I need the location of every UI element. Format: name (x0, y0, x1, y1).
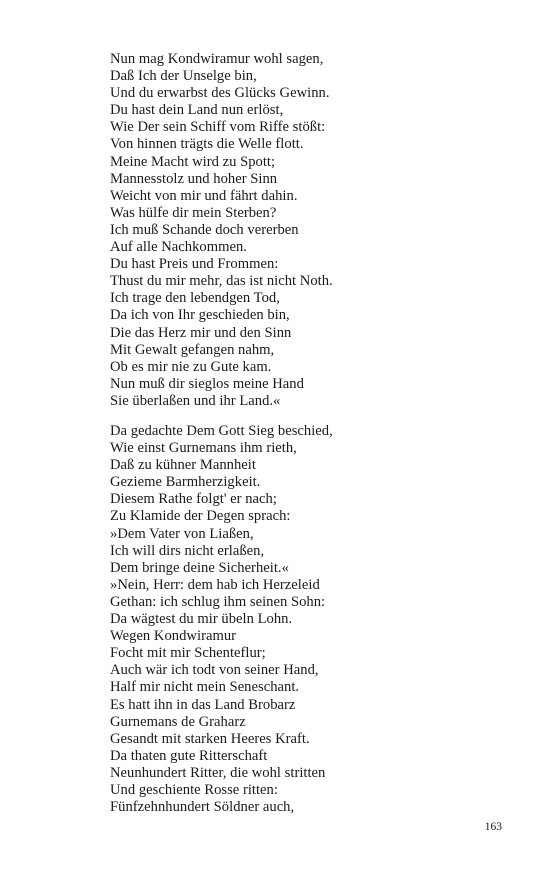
verse-line: »Dem Vater von Liaßen, (110, 525, 254, 542)
verse-line: Half mir nicht mein Seneschant. (110, 679, 300, 696)
verse-line: Sie überlaßen und ihr Land.« (110, 392, 281, 409)
verse-line: Mit Gewalt gefangen nahm, (110, 341, 275, 358)
verse-line: Ich will dirs nicht erlaßen, (110, 542, 265, 559)
verse-line: Wegen Kondwiramur (110, 628, 237, 645)
verse-line: Nun mag Kondwiramur wohl sagen, (110, 51, 324, 67)
verse-line: Ich muß Schande doch vererben (110, 221, 299, 238)
verse-line: Thust du mir mehr, das ist nicht Noth. (110, 273, 333, 290)
stanza-1 (110, 51, 490, 410)
verse-line: Da ich von Ihr geschieden bin, (110, 307, 290, 324)
verse-line: Ob es mir nie zu Gute kam. (110, 358, 272, 375)
verse-line: Gethan: ich schlug ihm seinen Sohn: (110, 593, 326, 610)
verse-line: Du hast Preis und Frommen: (110, 256, 279, 273)
verse-line: Weicht von mir und fährt dahin. (110, 187, 298, 204)
verse-line: Dem bringe deine Sicherheit.« (110, 559, 289, 576)
verse-line: »Nein, Herr: dem hab ich Herzeleid (110, 576, 320, 593)
verse-line: Zu Klamide der Degen sprach: (110, 508, 291, 525)
verse-line: Diesem Rathe folgt' er nach; (110, 491, 277, 508)
verse-line: Wie Der sein Schiff vom Riffe stößt: (110, 119, 326, 136)
verse-line: Was hülfe dir mein Sterben? (110, 204, 277, 221)
verse-line: Neunhundert Ritter, die wohl stritten (110, 764, 326, 781)
verse-line: Wie einst Gurnemans ihm rieth, (110, 440, 297, 457)
verse-line: Meine Macht wird zu Spott; (110, 153, 276, 170)
verse-line: Daß Ich der Unselge bin, (110, 68, 257, 85)
verse-line: Und du erwarbst des Glücks Gewinn. (110, 85, 330, 102)
verse-line: Nun muß dir sieglos meine Hand (110, 375, 304, 392)
verse-line: Ich trage den lebendgen Tod, (110, 290, 280, 307)
verse-line: Auf alle Nachkommen. (110, 239, 247, 256)
verse-line: Gesandt mit starken Heeres Kraft. (110, 730, 310, 747)
verse-line: Gurnemans de Graharz (110, 713, 246, 730)
verse-line: Focht mit mir Schenteflur; (110, 645, 266, 662)
verse-line: Daß zu kühner Mannheit (110, 457, 256, 474)
verse-line: Mannesstolz und hoher Sinn (110, 170, 278, 187)
verse-line: Und geschiente Rosse ritten: (110, 781, 278, 798)
stanza-2 (110, 423, 490, 816)
verse-line: Auch wär ich todt von seiner Hand, (110, 662, 319, 679)
verse-line: Da wägtest du mir übeln Lohn. (110, 611, 293, 628)
verse-line: Du hast dein Land nun erlöst, (110, 102, 284, 119)
verse-line: Fünfzehnhundert Söldner auch, (110, 799, 295, 816)
verse-line: Von hinnen trägts die Welle flott. (110, 136, 304, 153)
verse-line: Da thaten gute Ritterschaft (110, 747, 268, 764)
verse-line: Da gedachte Dem Gott Sieg beschied, (110, 423, 333, 439)
verse-line: Es hatt ihn in das Land Brobarz (110, 696, 296, 713)
page-number: 163 (484, 821, 502, 833)
verse-line: Die das Herz mir und den Sinn (110, 324, 292, 341)
verse-line: Gezieme Barmherzigkeit. (110, 474, 261, 491)
